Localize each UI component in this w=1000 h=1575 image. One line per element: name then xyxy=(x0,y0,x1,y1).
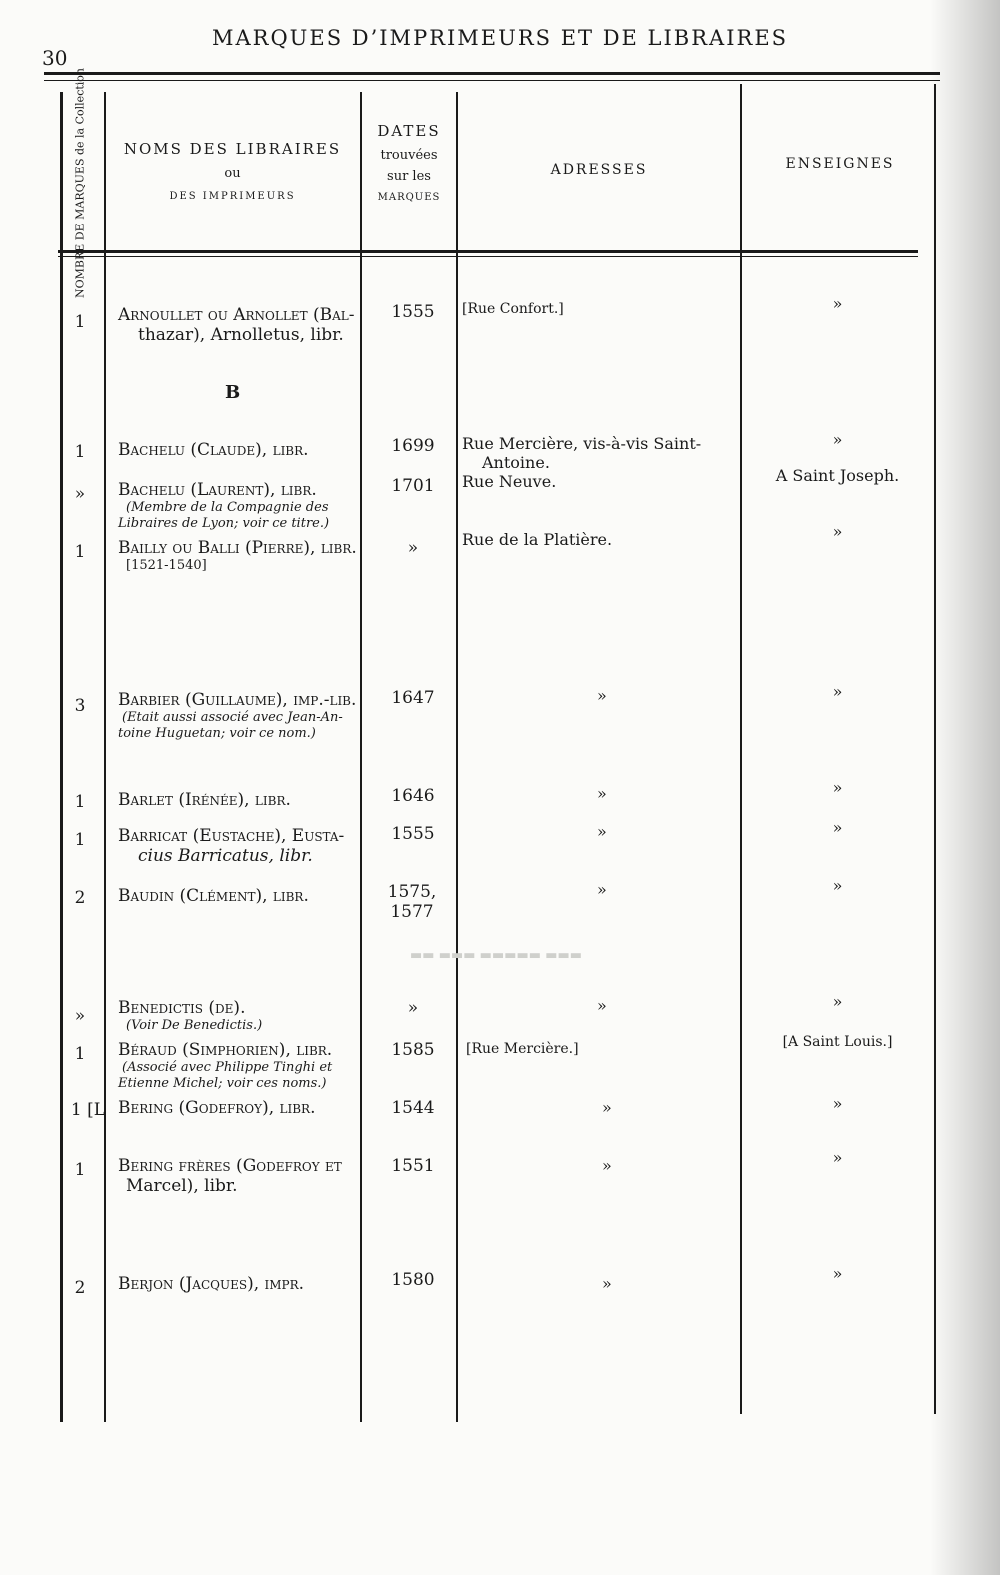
header-dates-line4: MARQUES xyxy=(377,192,441,203)
row-sign: » xyxy=(832,682,843,701)
bleed-through-text: ▬▬ ▬▬▬ ▬▬▬▬▬ ▬▬▬ xyxy=(410,948,583,963)
header-dates-line2: trouvées xyxy=(380,148,438,163)
row-name: Bachelu (Claude), libr. xyxy=(118,440,309,460)
row-date: 1555 xyxy=(391,302,435,322)
row-count: » xyxy=(74,484,86,504)
row-date: 1580 xyxy=(391,1270,435,1290)
header-names xyxy=(110,140,355,202)
row-count: 1 xyxy=(74,542,86,562)
row-date: 1544 xyxy=(391,1098,435,1118)
row-sign: » xyxy=(832,818,843,837)
row-name xyxy=(118,826,368,866)
row-sign: » xyxy=(832,876,843,895)
row-name xyxy=(118,305,368,345)
top-rule xyxy=(44,72,940,75)
row-date: » xyxy=(407,538,419,558)
row-count: 1 xyxy=(74,442,86,462)
col-line-name xyxy=(360,92,362,1422)
note-line: (Etait aussi associé avec Jean-An- xyxy=(122,710,343,725)
row-address: » xyxy=(602,1274,612,1293)
header-count-label: NOMBRE DE MARQUES de la Collection xyxy=(73,68,87,298)
col-line-left xyxy=(60,92,63,1422)
row-date: 1699 xyxy=(391,436,435,456)
row-address: [Rue Mercière.] xyxy=(466,1041,579,1057)
name-line: Bering frères (Godefroy et xyxy=(118,1156,342,1176)
note-line: (Associé avec Philippe Tinghi et xyxy=(122,1060,333,1075)
name-line: Bachelu (Laurent), libr. xyxy=(118,480,317,500)
header-addresses: ADRESSES xyxy=(550,162,648,178)
header-rule xyxy=(58,250,918,253)
row-sign: » xyxy=(832,294,843,313)
row-name: Barlet (Irénée), libr. xyxy=(118,790,291,810)
row-count: 1 xyxy=(74,1044,86,1064)
row-address: » xyxy=(597,880,607,899)
row-sign: » xyxy=(832,778,843,797)
header-dates-line1: DATES xyxy=(377,122,441,140)
row-date: 1585 xyxy=(391,1040,435,1060)
row-address: Rue de la Platière. xyxy=(462,530,613,549)
header-signs: ENSEIGNES xyxy=(785,156,895,172)
row-address: » xyxy=(597,686,607,705)
header-names-line1: NOMS DES LIBRAIRES xyxy=(123,140,342,158)
row-count: 1 xyxy=(74,312,86,332)
row-name: Bering (Godefroy), libr. xyxy=(118,1098,316,1118)
page-number: 30 xyxy=(42,46,68,70)
row-name xyxy=(118,538,368,574)
note-line: Etienne Michel; voir ces noms.) xyxy=(118,1076,327,1091)
row-name: Berjon (Jacques), impr. xyxy=(118,1274,305,1294)
row-address: » xyxy=(602,1098,612,1117)
row-name xyxy=(118,480,368,532)
row-count: 3 xyxy=(74,696,86,716)
note-line: [1521-1540] xyxy=(126,558,207,573)
row-name: Baudin (Clément), libr. xyxy=(118,886,309,906)
row-sign: » xyxy=(832,1148,843,1167)
row-sign: » xyxy=(832,522,843,541)
row-count: 2 xyxy=(74,888,86,908)
row-sign: A Saint Joseph. xyxy=(775,466,900,485)
header-rule-thin xyxy=(58,256,918,257)
col-line-date xyxy=(456,92,458,1422)
row-address: [Rue Confort.] xyxy=(462,301,564,317)
name-line: thazar), Arnolletus, libr. xyxy=(138,325,344,345)
row-address: » xyxy=(597,996,607,1015)
row-count: » xyxy=(74,1006,86,1026)
note-line: (Voir De Benedictis.) xyxy=(126,1018,263,1033)
row-date: 1647 xyxy=(391,688,435,708)
col-line-addr xyxy=(740,84,742,1414)
header-count xyxy=(58,68,102,298)
row-sign: [A Saint Louis.] xyxy=(782,1034,893,1050)
name-line: Barricat (Eustache), Eusta- xyxy=(118,826,345,846)
row-name xyxy=(118,690,368,742)
row-address xyxy=(462,434,742,472)
name-line: cius Barricatus, libr. xyxy=(138,846,313,866)
row-sign: » xyxy=(832,430,843,449)
row-name xyxy=(118,998,368,1034)
header-names-line3: DES IMPRIMEURS xyxy=(169,191,296,202)
row-sign: » xyxy=(832,1094,843,1113)
section-letter: B xyxy=(225,382,241,403)
row-address: » xyxy=(602,1156,612,1175)
row-name xyxy=(118,1040,368,1092)
page-edge-shadow xyxy=(930,0,1000,1575)
row-count: 1 xyxy=(74,1160,86,1180)
name-line: Arnoullet ou Arnollet (Bal- xyxy=(118,305,355,325)
row-date: 1701 xyxy=(391,476,435,496)
note-line: Libraires de Lyon; voir ce titre.) xyxy=(118,516,330,531)
row-date: 1551 xyxy=(391,1156,435,1176)
name-line: Bailly ou Balli (Pierre), libr. xyxy=(118,538,357,558)
row-address: » xyxy=(597,784,607,803)
address-line: Rue Mercière, vis-à-vis Saint- xyxy=(462,434,702,453)
row-sign: » xyxy=(832,992,843,1011)
col-line-count xyxy=(104,92,106,1422)
name-line: Benedictis (de). xyxy=(118,998,246,1018)
row-count: 1 [L xyxy=(70,1100,106,1120)
header-names-line2: ou xyxy=(224,166,241,181)
row-address: » xyxy=(597,822,607,841)
row-date: 1555 xyxy=(391,824,435,844)
row-name xyxy=(118,1156,368,1196)
name-line: Béraud (Simphorien), libr. xyxy=(118,1040,333,1060)
row-date: 1646 xyxy=(391,786,435,806)
row-date: » xyxy=(407,998,419,1018)
header-dates-line3: sur les xyxy=(387,169,431,184)
row-date: 1575, 1577 xyxy=(387,882,437,922)
page-title: MARQUES D’IMPRIMEURS ET DE LIBRAIRES xyxy=(211,26,789,50)
row-count: 1 xyxy=(74,830,86,850)
header-dates xyxy=(364,122,454,203)
row-address: Rue Neuve. xyxy=(462,472,557,491)
address-line: Antoine. xyxy=(482,453,550,472)
note-line: toine Huguetan; voir ce nom.) xyxy=(118,726,316,741)
row-sign: » xyxy=(832,1264,843,1283)
row-count: 2 xyxy=(74,1278,86,1298)
top-rule-thin xyxy=(44,80,940,81)
row-count: 1 xyxy=(74,792,86,812)
name-line: Marcel), libr. xyxy=(126,1176,238,1196)
name-line: Barbier (Guillaume), imp.-lib. xyxy=(118,690,357,710)
note-line: (Membre de la Compagnie des xyxy=(126,500,329,515)
